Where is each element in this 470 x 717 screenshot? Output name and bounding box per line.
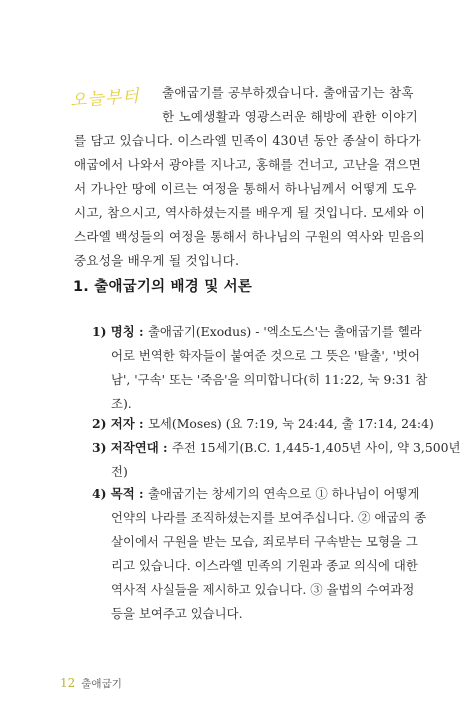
intro-line-6: 시고, 참으시고, 역사하셨는지를 배우게 될 것입니다. 모세와 이 [74,205,426,220]
handwritten-note: 오늘부터 [69,86,141,112]
item-line: 전) [111,464,128,479]
list-item-author [92,412,434,436]
intro-line-4: 애굽에서 나와서 광야를 지나고, 홍해를 건너고, 고난을 겪으면 [74,157,421,172]
item-first-line [92,436,461,460]
item-first-line [92,412,434,436]
intro-line-5: 서 가나안 땅에 이르는 여정을 통해서 하나님께서 어떻게 도우 [74,181,417,196]
intro-line-3: 를 담고 있습니다. 이스라엘 민족이 430년 동안 종살이 하다가 [74,133,421,148]
item-first-line [92,320,422,344]
item-line: 살이에서 구원을 받는 모습, 죄로부터 구속받는 모형을 그 [111,534,418,549]
item-line: 조). [111,396,132,411]
item-label: 1) 명칭 : [92,324,148,339]
item-label: 2) 저자 : [92,416,148,431]
item-text: 주전 15세기(B.C. 1,445-1,405년 사이, 약 3,500년 [171,440,461,455]
item-line: 리고 있습니다. 이스라엘 민족의 기원과 종교 의식에 대한 [111,558,418,573]
intro-line-7: 스라엘 백성들의 여정을 통해서 하나님의 구원의 역사와 믿음의 [74,229,425,244]
running-title: 출애굽기 [81,678,122,690]
intro-line-1: 출애굽기를 공부하겠습니다. 출애굽기는 참혹 [162,85,414,100]
item-line: 남', '구속' 또는 '죽음'을 의미합니다(히 11:22, 눅 9:31 참 [111,372,428,387]
intro-line-8: 중요성을 배우게 될 것입니다. [74,253,240,268]
item-text: 출애굽기는 창세기의 연속으로 ① 하나님이 어떻게 [147,486,420,501]
item-line: 언약의 나라를 조직하셨는지를 보여주십니다. ② 애굽의 종 [111,510,427,525]
item-text: 모세(Moses) (요 7:19, 눅 24:44, 출 17:14, 24:4) [147,416,434,431]
page-footer [60,676,122,691]
list-item-title [92,320,428,416]
list-item-date [92,436,461,484]
item-line: 등을 보여주고 있습니다. [111,606,243,621]
item-label: 3) 저작연대 : [92,440,172,455]
intro-line-2: 한 노예생활과 영광스러운 해방에 관한 이야기 [162,109,418,124]
section-heading: 1. 출애굽기의 배경 및 서론 [73,279,253,295]
item-line: 역사적 사실들을 제시하고 있습니다. ③ 율법의 수여과정 [111,582,415,597]
item-label: 4) 목적 : [92,486,148,501]
item-text: 출애굽기(Exodus) - '엑소도스'는 출애굽기를 헬라 [147,324,422,339]
list-item-purpose [92,482,427,626]
item-first-line [92,482,420,506]
item-line: 어로 번역한 학자들이 붙여준 것으로 그 뜻은 '탈출', '벗어 [111,348,420,363]
page-number: 12 [60,676,76,690]
